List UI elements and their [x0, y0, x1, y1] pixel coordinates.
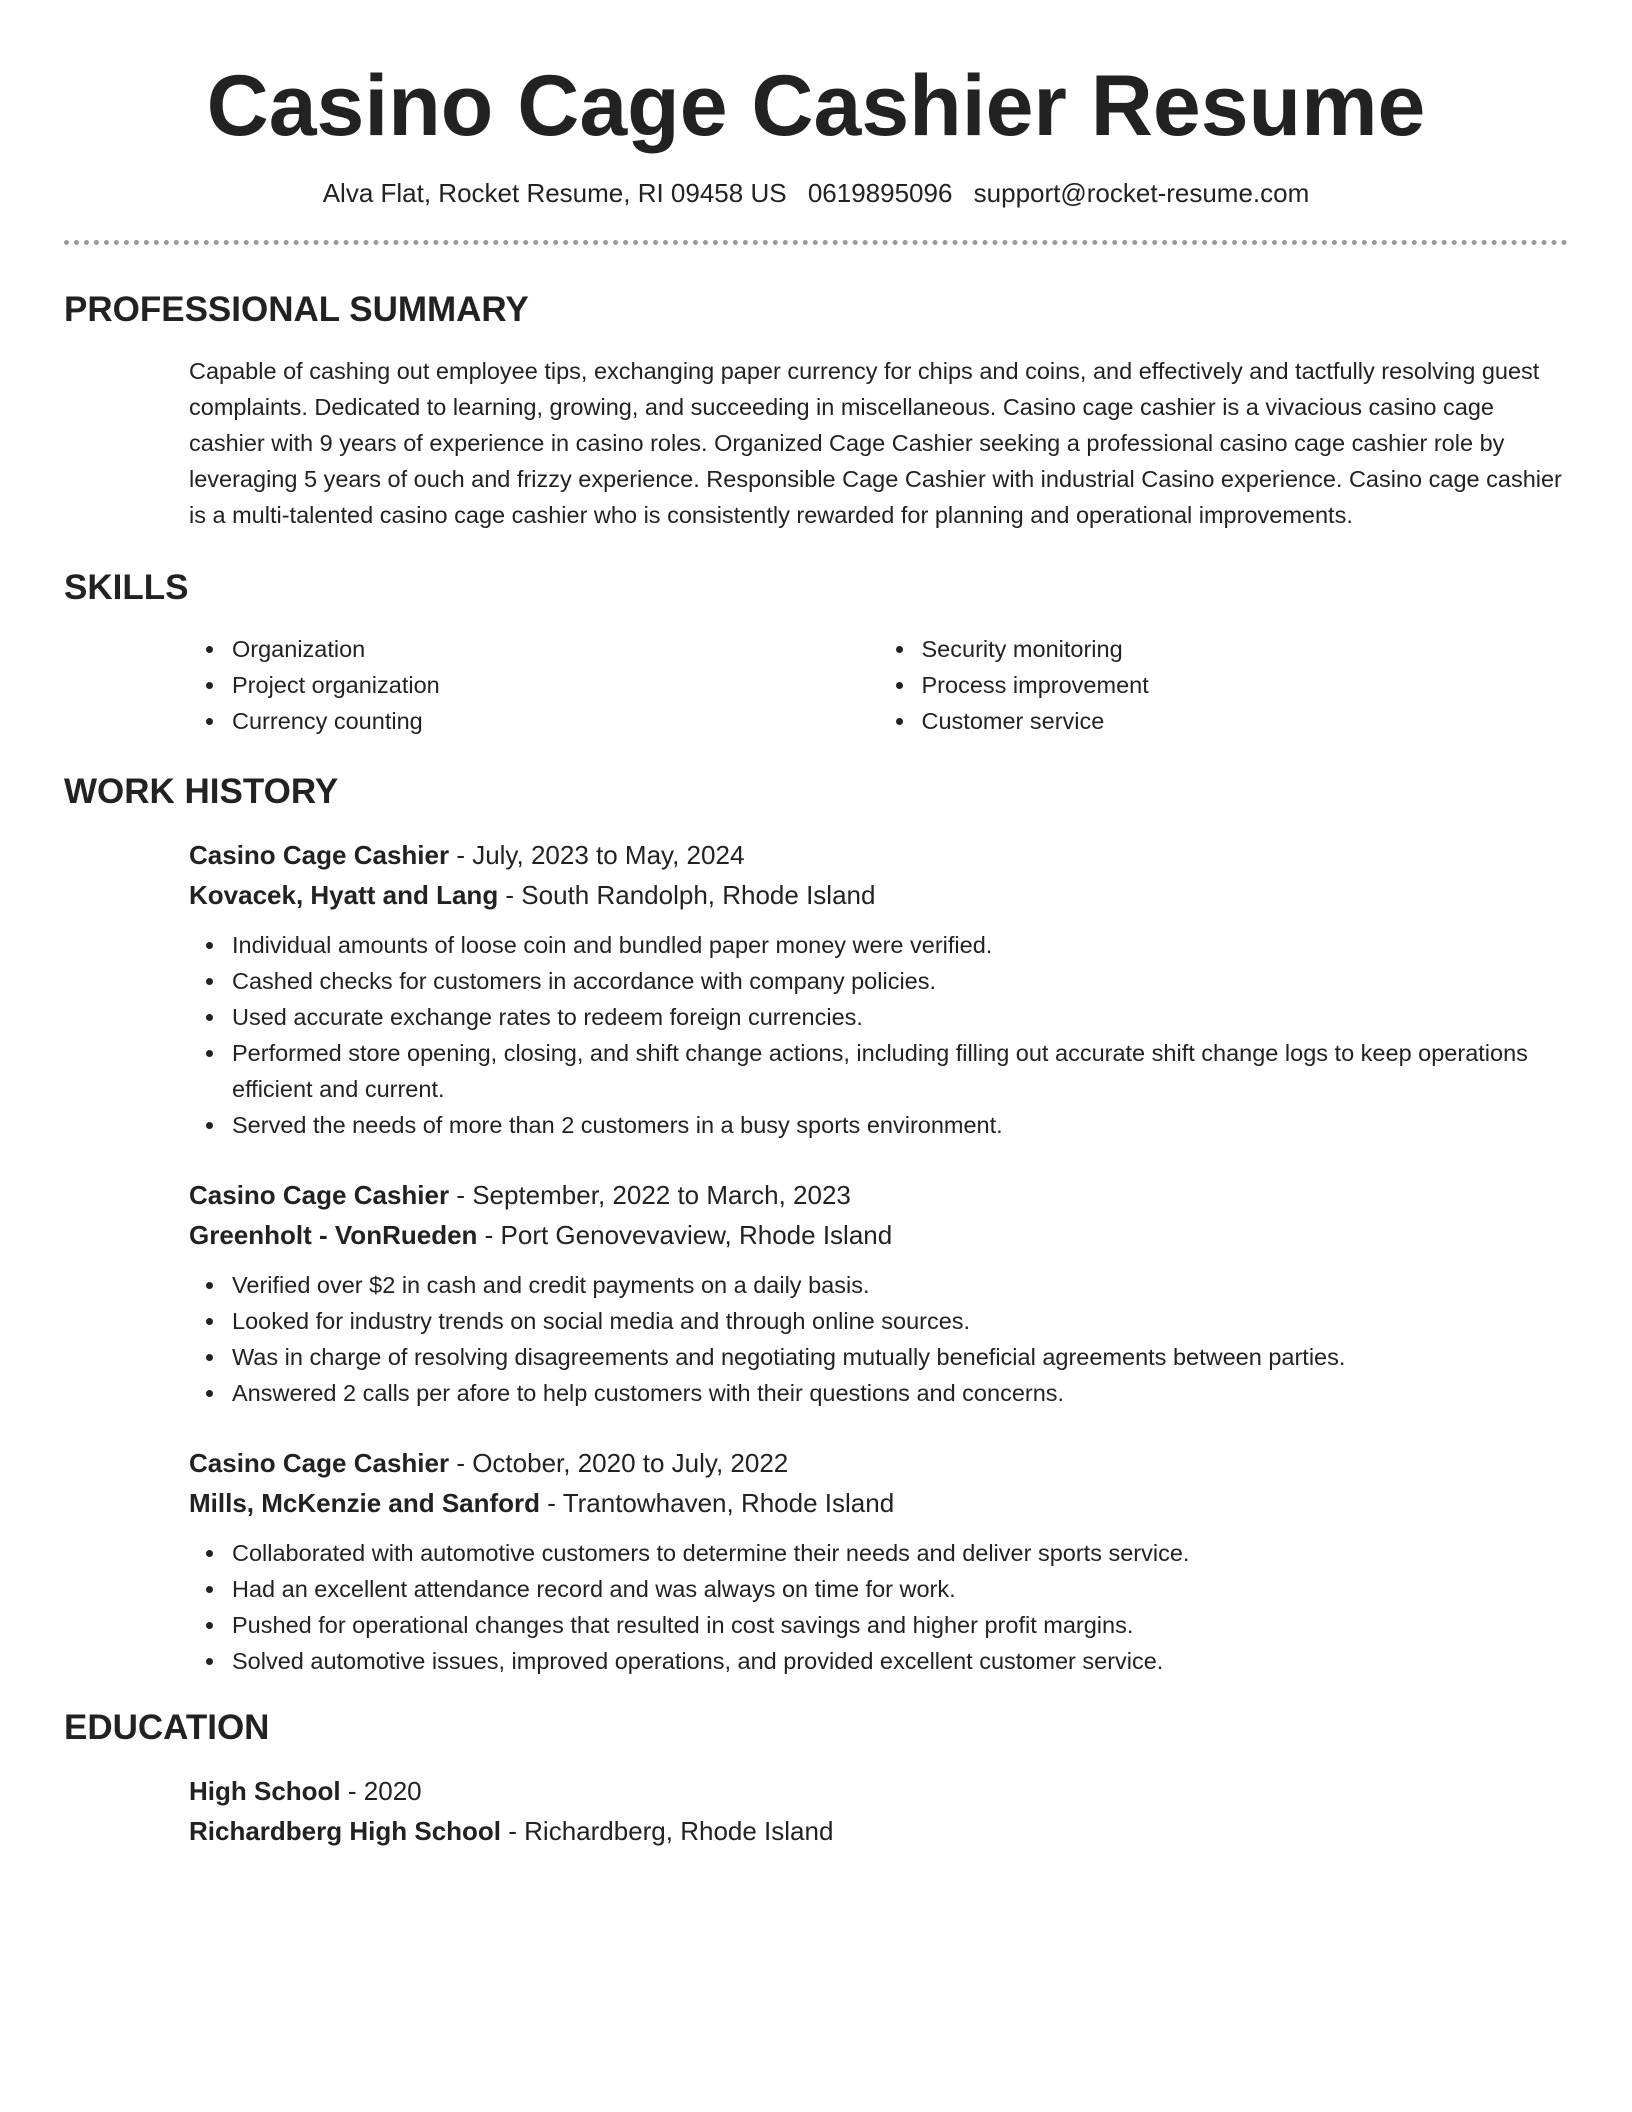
duty-item: Used accurate exchange rates to redeem foreign currencies.	[232, 999, 1568, 1035]
education-degree-line	[189, 1771, 1568, 1811]
job-company-line	[189, 1483, 1568, 1523]
summary-text: Capable of cashing out employee tips, exchanging paper currency for chips and coins, and effectively and tactfully resolving guest complaints. Dedicated to learning, growing, and succeeding in miscellaneous. Casino cage cashier is a vivacious casino cage cashier with 9 years of experience in casino roles. Organized Cage Cashier seeking a professional casino cage cashier role by leveraging 5 years of ouch and frizzy experience. Responsible Cage Cashier with industrial Casino experience. Casino cage cashier is a multi-talented casino cage cashier who is consistently rewarded for planning and operational improvements.	[189, 358, 1562, 528]
job-dates: - July, 2023 to May, 2024	[449, 840, 745, 870]
job-title-line	[189, 835, 1568, 875]
duty-item: Collaborated with automotive customers to determine their needs and deliver sports service.	[232, 1535, 1568, 1571]
skill-item: Project organization	[232, 667, 879, 703]
page-title: Casino Cage Cashier Resume	[206, 58, 1426, 154]
job-title: Casino Cage Cashier	[189, 1180, 450, 1210]
contact-phone: 0619895096	[807, 178, 953, 208]
job-title-line	[189, 1175, 1568, 1215]
job-location: - Port Genovevaview, Rhode Island	[477, 1220, 893, 1250]
education-heading: EDUCATION	[64, 1708, 270, 1747]
education-year: - 2020	[340, 1776, 422, 1806]
job-entry	[189, 1443, 1568, 1679]
skill-item: Process improvement	[922, 667, 1569, 703]
contact-email: support@rocket-resume.com	[973, 178, 1310, 208]
duty-item: Individual amounts of loose coin and bundled paper money were verified.	[232, 927, 1568, 963]
education-degree: High School	[189, 1776, 341, 1806]
skills-grid	[189, 631, 1568, 739]
education-school: Richardberg High School	[189, 1816, 502, 1846]
skill-item: Organization	[232, 631, 879, 667]
skills-left-column	[189, 631, 879, 739]
job-company-line	[189, 1215, 1568, 1255]
job-location: - Trantowhaven, Rhode Island	[540, 1488, 895, 1518]
job-company: Kovacek, Hyatt and Lang	[189, 880, 499, 910]
job-location: - South Randolph, Rhode Island	[498, 880, 876, 910]
job-dates: - September, 2022 to March, 2023	[449, 1180, 851, 1210]
job-duties	[232, 927, 1568, 1143]
job-title: Casino Cage Cashier	[189, 1448, 450, 1478]
duty-item: Verified over $2 in cash and credit payments on a daily basis.	[232, 1267, 1568, 1303]
job-entry	[189, 1175, 1568, 1411]
duty-item: Was in charge of resolving disagreements and negotiating mutually beneficial agreements between parties.	[232, 1339, 1568, 1375]
skills-heading: SKILLS	[64, 568, 189, 607]
contact-line	[64, 176, 1568, 210]
header-divider	[64, 240, 1568, 245]
education-school-line	[189, 1811, 1568, 1851]
skill-item: Currency counting	[232, 703, 879, 739]
contact-address: Alva Flat, Rocket Resume, RI 09458 US	[322, 178, 787, 208]
job-company: Mills, McKenzie and Sanford	[189, 1488, 541, 1518]
work-history-heading: WORK HISTORY	[64, 772, 339, 811]
duty-item: Solved automotive issues, improved operations, and provided excellent customer service.	[232, 1643, 1568, 1679]
duty-item: Cashed checks for customers in accordance with company policies.	[232, 963, 1568, 999]
skill-item: Security monitoring	[922, 631, 1569, 667]
job-company: Greenholt - VonRueden	[189, 1220, 478, 1250]
education-location: - Richardberg, Rhode Island	[501, 1816, 834, 1846]
job-title: Casino Cage Cashier	[189, 840, 450, 870]
job-company-line	[189, 875, 1568, 915]
education-entry	[189, 1771, 1568, 1851]
job-entry	[189, 835, 1568, 1143]
skill-item: Customer service	[922, 703, 1569, 739]
skills-right-column	[879, 631, 1569, 739]
duty-item: Served the needs of more than 2 customers in a busy sports environment.	[232, 1107, 1568, 1143]
duty-item: Pushed for operational changes that resulted in cost savings and higher profit margins.	[232, 1607, 1568, 1643]
job-title-line	[189, 1443, 1568, 1483]
duty-item: Had an excellent attendance record and was always on time for work.	[232, 1571, 1568, 1607]
summary-heading: PROFESSIONAL SUMMARY	[64, 290, 529, 329]
duty-item: Looked for industry trends on social media and through online sources.	[232, 1303, 1568, 1339]
duty-item: Answered 2 calls per afore to help customers with their questions and concerns.	[232, 1375, 1568, 1411]
job-dates: - October, 2020 to July, 2022	[449, 1448, 789, 1478]
job-duties	[232, 1535, 1568, 1679]
job-duties	[232, 1267, 1568, 1411]
duty-item: Performed store opening, closing, and shift change actions, including filling out accurate shift change logs to keep operations efficient and current.	[232, 1035, 1568, 1107]
